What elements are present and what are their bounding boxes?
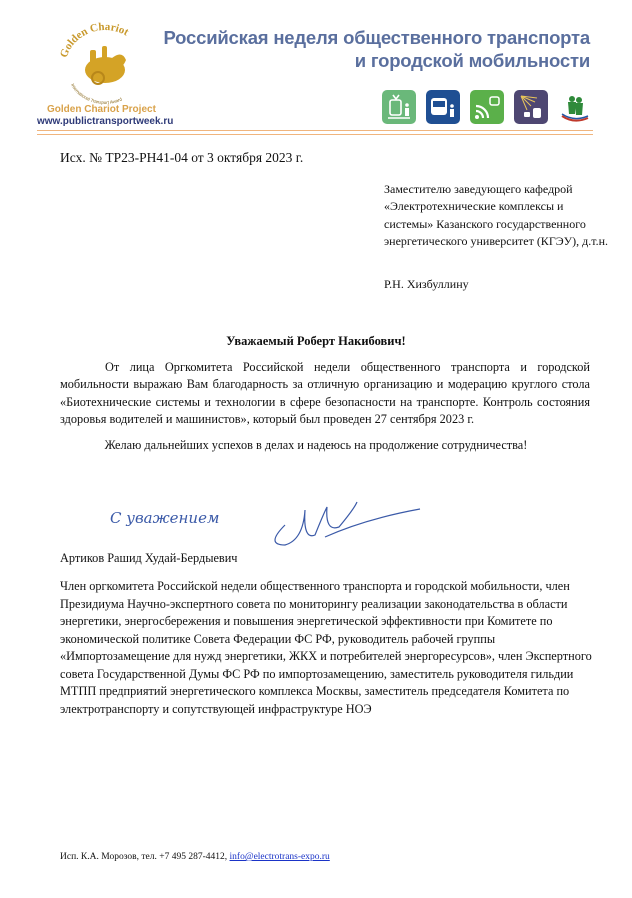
signer-credentials: Член оргкомитета Российской недели общественного транспорта и городской мобильности, член Президиума Научно-экспертного совета по мониторингу реализации законодательства в области энергетики, энергосбережения и повышения энергетической эффективности при Комитете по экономической политике Совета Федерации ФС РФ, руководитель рабочей группы «Импортозамещение для нужд энергетики, ЖКХ и потребителей энергоресурсов», член Экспертного совета Государственной Думы ФС РФ по импортозамещению, заместитель руководителя гильдии МТПП предприятий энергетического комплекса Москвы, заместитель председателя Комитета по электротранспорту и сопутствующей инфраструктуре НОЭ [60,579,592,716]
footer-executor: Исп. К.А. Морозов, тел. +7 495 287-4412, [60,852,230,862]
addressee-name: Р.Н. Хизбуллину [384,277,469,291]
night-train-icon [514,90,548,124]
tram-passenger-icon [382,90,416,124]
website-link[interactable]: www.publictransportweek.ru [37,116,174,127]
logo-arc-text: Golden Chariot [57,20,131,60]
outgoing-reference: Исх. № ТР23-РН41-04 от 3 октября 2023 г. [60,150,304,165]
project-name: Golden Chariot Project [47,104,156,115]
header-title-line1: Российская неделя общественного транспорта [163,27,590,48]
signer-name: Артиков Рашид Худай-Бердыевич [60,551,238,565]
svg-text:International Transport Award [70,83,123,105]
wireless-transport-icon [470,90,504,124]
signature-handwriting: С уважением [110,509,220,527]
footer-contact [60,852,330,862]
addressee-title: Заместителю заведующего кафедрой «Электротехнические комплексы и системы» Казанского государственного энергетического университет (КГЭУ), д.т.н. [384,182,609,249]
letter-body: От лица Оргкомитета Российской недели общественного транспорта и городской мобильности выражаю Вам благодарность за отличную организацию и модерацию круглого стола «Биотехнические системы и технологии в сфере безопасности на транспорте. Контроль состояния здоровья водителей и машинистов», который был проведен 27 сентября 2023 г. [60,360,590,426]
header-title [163,26,590,72]
closing-wish: Желаю дальнейших успехов в делах и надеюсь на продолжение сотрудничества! [104,438,528,452]
salutation: Уважаемый Роберт Накибович! [226,334,406,348]
header-title-line2: и городской мобильности [354,50,590,71]
people-flag-icon [558,90,592,124]
logo-ring-text: International Transport Award [70,82,123,105]
footer-email-link[interactable]: info@electrotrans-expo.ru [229,852,330,862]
header-divider-bottom [37,134,593,135]
header-icons [382,90,592,124]
header-divider-top [37,130,593,131]
handwritten-signature [110,495,430,555]
bus-passenger-icon [426,90,460,124]
golden-chariot-logo [50,20,160,105]
